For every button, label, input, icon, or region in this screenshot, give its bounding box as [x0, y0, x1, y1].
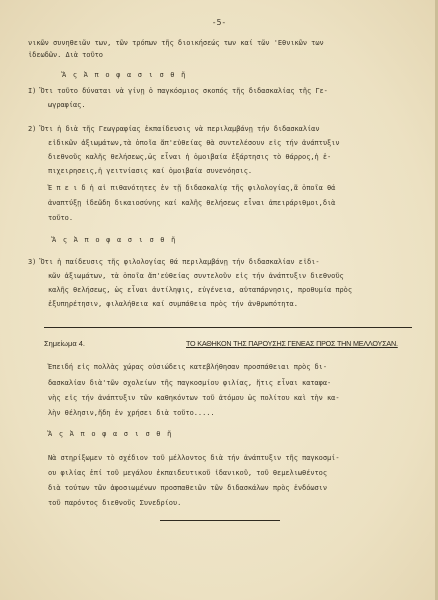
text-line: Νὰ στηρίξωμεν τὸ σχέδιον τοῦ μέλλοντος διὰ τήν ἀνάπτυξιν τῆς παγκοσμί-: [48, 454, 340, 462]
text-line: ἀναπτύξῃ ἰδεῶδη δικαιοσύνης καί καλῆς θελήσεως εἶναι ἀπειράριθμοι,διὰ: [48, 199, 336, 207]
section-title: ΤΟ ΚΑΘΗΚΟΝ ΤΗΣ ΠΑΡΟΥΣΗΣ ΓΕΝΕΑΣ ΠΡΟΣ ΤΗΝ ΜΕΛΛΟΥΣΑΝ.: [186, 339, 398, 348]
text-line: I) Ὅτι τοῦτο δύναται νὰ γίνῃ ὁ παγκόσμιος σκοπός τῆς διδασκαλίας τῆς Γε-: [28, 87, 328, 95]
resolution-heading: Ἄ ς Ἀ π ο φ α σ ι σ θ ῆ: [52, 236, 177, 244]
text-line: 3) Ὅτι ἡ παίδευσις τῆς φιλολογίας θά περιλαμβάνῃ τήν διδασκαλίαν εἰδι-: [28, 258, 320, 266]
text-line: καλῆς θελήσεως, ὡς εἶναι ἀντίληψις, εὐγένεια, αὐταπάρνησις, προθυμία πρὸς: [48, 286, 352, 294]
text-line: ἰδεωδῶν. Διὰ τοῦτο: [28, 51, 103, 59]
text-line: νὴς εἰς τήν ἀνάπτυξιν τῶν καθηκόντων τοῦ ἀτόμου ὡς πολίτου καὶ τὴν κα-: [48, 394, 340, 402]
text-line: λὴν θέλησιν,ἤδη ἐν χρήσει διὰ τοῦτο.....: [48, 409, 215, 417]
text-line: Ἐπειδή εἰς πολλὰς χώρας οὐσιώδεις κατεβλήθησαν προσπάθειαι πρὸς δι-: [48, 363, 328, 371]
page-number: -5-: [211, 18, 227, 27]
text-line: τοῦ παρόντος διεθνοῦς Συνεδρίου.: [48, 499, 182, 507]
text-line: πιχειρησεις,ἡ γειτνίασις καί ὁμοιβαία συνενόησις.: [48, 167, 253, 175]
text-line: ωγραφίας.: [48, 101, 86, 109]
closing-rule: [160, 520, 280, 521]
text-line: διὰ τούτων τῶν ἀφοσιωμένων προσπαθειῶν τῶν διδασκάλων πρὸς ἐνδόωσιν: [48, 484, 328, 492]
section-label: Σημείωμα 4.: [44, 339, 85, 348]
text-line: νικῶν συνηθειῶν των, τῶν τρόπων τῆς διοικήσεώς των καί τῶν 'Εθνικῶν των: [28, 39, 324, 47]
text-line: ου φιλίας ἐπί τοῦ μεγάλου ἐκπαιδευτικοῦ ἰδανικοῦ, τοῦ θεμελιωθέντος: [48, 469, 328, 477]
resolution-heading: Ἄ ς Ἀ π ο φ α σ ι σ θ ῆ: [62, 71, 187, 79]
text-line: κῶν ἀξιωμάτων, τὰ ὁποῖα ἄπ'εὐθείας συντελοῦν εἰς τήν ἀνάπτυξιν διεθνοῦς: [48, 272, 344, 280]
text-line: εἰδικῶν ἀξιωμάτων,τὰ ὁποῖα ἄπ'εὐθείας θὰ συντελέσουν εἰς τήν ἀνάπτυξιν: [48, 139, 340, 147]
text-line: 2) Ὅτι ἡ διὰ τῆς Γεωγραφίας ἐκπαίδευσις νὰ περιλαμβάνῃ τήν διδασκαλίαν: [28, 125, 320, 133]
resolution-heading: Ἄ ς Ἀ π ο φ α σ ι σ θ ῆ: [48, 430, 173, 438]
text-line: τοῦτο.: [48, 214, 73, 222]
text-line: δασκαλίαν διὰ'τῶν σχολείων τῆς παγκοσμίου φιλίας, ἥτις εἶναι καταφα-: [48, 379, 332, 387]
text-line: Ἐ π ε ι δ ἡ αἱ πιθανότητες ἐν τῇ διδασκαλίᾳ τῆς φιλολογίας,ἅ ὁποῖα θά: [48, 184, 336, 192]
text-line: ἐξυπηρέτησιν, φιλαλήθεια καί συμπάθεια πρὸς τήν ἀνθρωπότητα.: [48, 300, 298, 308]
text-line: διεθνοῦς καλῆς θελήσεως,ὡς εἶναι ἡ ὁμοιβαία ἐξάρτησις τὸ θάρρος,ἡ ἐ-: [48, 153, 332, 161]
separator-line: [44, 327, 412, 328]
